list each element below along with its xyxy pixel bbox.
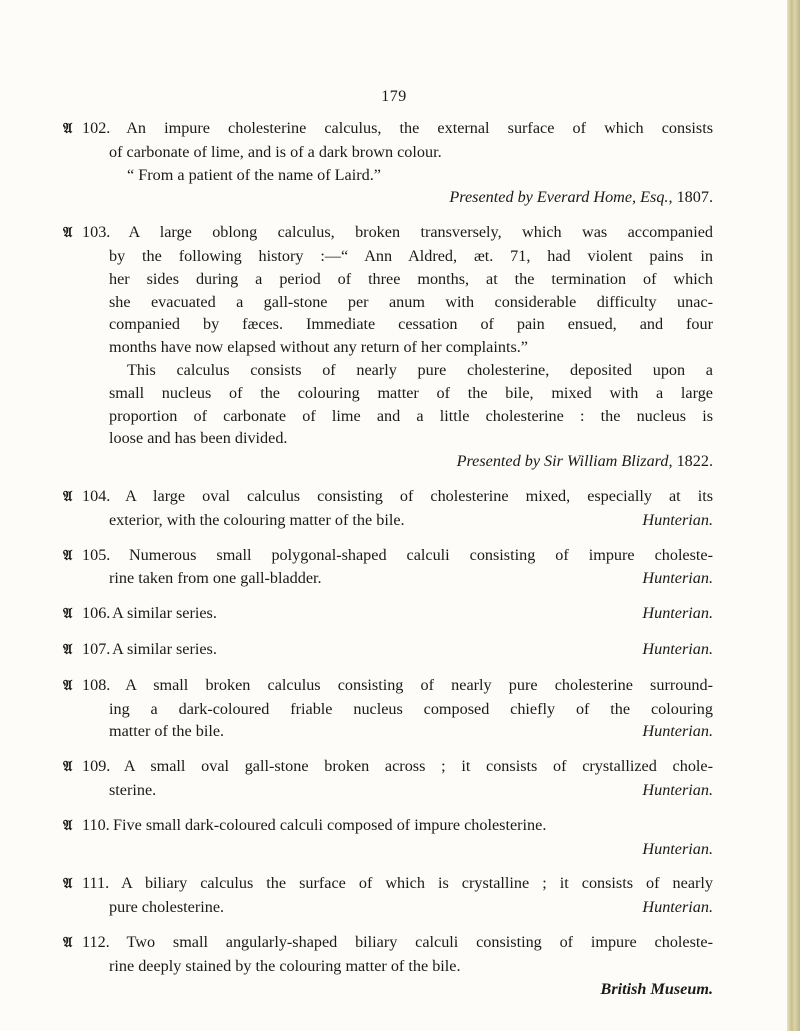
entry-line xyxy=(63,313,713,336)
entry-text: exterior, with the colouring matter of the bile. xyxy=(109,510,405,529)
entry-number: 111. xyxy=(82,874,110,893)
entry-source: Hunterian. xyxy=(642,839,713,858)
entry-number: 108. xyxy=(82,675,111,694)
entry-marker: 𝔄 xyxy=(63,677,73,694)
entry-text: Five small dark-coloured calculi composed of impure cholesterine. xyxy=(113,815,547,834)
entry-source: Hunterian. xyxy=(642,780,713,799)
entry-line xyxy=(63,698,713,721)
entry-line xyxy=(63,336,713,359)
entry-line xyxy=(63,164,713,187)
entry-text: A similar series. xyxy=(112,604,217,623)
entry-line xyxy=(63,931,713,955)
entry-text: A large oval calculus consisting of cholesterine mixed, especially at its xyxy=(125,486,713,505)
entry-marker: 𝔄 xyxy=(63,488,73,505)
entry-111 xyxy=(63,872,713,919)
entry-line xyxy=(63,291,713,314)
entry-line xyxy=(63,245,713,268)
entry-line xyxy=(63,779,713,802)
entry-source: Hunterian. xyxy=(642,569,713,588)
entry-marker: 𝔄 xyxy=(63,876,73,893)
entry-103 xyxy=(63,221,713,473)
entry-line xyxy=(63,674,713,698)
entry-text: “ From a patient of the name of Laird.” xyxy=(127,165,381,184)
entry-109 xyxy=(63,755,713,802)
entry-text: sterine. xyxy=(109,780,157,799)
entry-line xyxy=(63,382,713,405)
entry-source: Hunterian. xyxy=(642,604,713,623)
entry-number: 103. xyxy=(82,223,111,242)
entry-text: matter of the bile. xyxy=(109,722,225,741)
entry-line xyxy=(63,359,713,382)
credit-text: Presented by Sir William Blizard, xyxy=(456,452,673,471)
entry-marker: 𝔄 xyxy=(63,934,73,951)
entry-line xyxy=(63,755,713,779)
entry-source: British Museum. xyxy=(600,979,713,998)
entry-marker: 𝔄 xyxy=(63,225,73,242)
entry-marker: 𝔄 xyxy=(63,547,73,564)
entry-marker: 𝔄 xyxy=(63,817,73,834)
entry-marker: 𝔄 xyxy=(63,759,73,776)
entry-line xyxy=(63,221,713,245)
entry-line xyxy=(63,268,713,291)
entry-text: A biliary calculus the surface of which is crystalline ; it consists of nearly xyxy=(121,874,714,893)
entry-number: 110. xyxy=(82,815,110,834)
entry-text: rine deeply stained by the colouring matter of the bile. xyxy=(109,956,461,975)
entry-number: 104. xyxy=(82,486,111,505)
entry-108 xyxy=(63,674,713,743)
entry-text: A small broken calculus consisting of nearly pure cholesterine surround- xyxy=(125,675,713,694)
entry-text: Numerous small polygonal-shaped calculi consisting of impure choleste- xyxy=(128,545,713,564)
credit-year: 1807. xyxy=(676,188,713,207)
entry-marker: 𝔄 xyxy=(63,606,73,623)
entry-text: Two small angularly-shaped biliary calculi consisting of impure choleste- xyxy=(126,932,713,951)
entry-text: months have now elapsed without any return of her complaints.” xyxy=(109,338,528,357)
page-number: 179 xyxy=(381,88,407,105)
entry-line xyxy=(63,405,713,428)
entry-107 xyxy=(63,638,713,662)
entry-line xyxy=(63,602,713,626)
entry-line xyxy=(63,509,713,532)
entry-text: proportion of carbonate of lime and a little cholesterine : the nucleus is xyxy=(109,406,713,425)
entry-text: she evacuated a gall-stone per anum with considerable difficulty unac- xyxy=(109,292,713,311)
entry-line xyxy=(63,955,713,978)
entry-text: her sides during a period of three months, at the termination of which xyxy=(109,269,713,288)
entry-line xyxy=(63,567,713,590)
entry-110 xyxy=(63,814,713,861)
entry-line xyxy=(63,141,713,164)
entry-text: by the following history :—“ Ann Aldred, æt. 71, had violent pains in xyxy=(109,246,713,265)
entry-line xyxy=(63,896,713,919)
entry-line xyxy=(63,544,713,568)
entry-number: 102. xyxy=(82,119,111,137)
entry-marker: 𝔄 xyxy=(63,121,73,137)
entry-112 xyxy=(63,931,713,1000)
entry-number: 107. xyxy=(82,639,111,658)
entry-text: An impure cholesterine calculus, the external surface of which consists xyxy=(126,119,713,137)
entry-line xyxy=(63,485,713,509)
entry-line xyxy=(63,117,713,141)
credit-year: 1822. xyxy=(676,452,713,471)
entry-credit xyxy=(63,186,713,209)
entry-text: companied by fæces. Immediate cessation of pain ensued, and four xyxy=(109,315,713,334)
entry-line xyxy=(63,638,713,662)
entry-source: Hunterian. xyxy=(642,722,713,741)
entry-text: of carbonate of lime, and is of a dark brown colour. xyxy=(109,142,442,161)
entry-102 xyxy=(63,117,713,209)
entry-number: 106. xyxy=(82,604,111,623)
entry-number: 112. xyxy=(82,932,110,951)
entry-source: Hunterian. xyxy=(642,898,713,917)
entry-number: 105. xyxy=(82,545,111,564)
entry-text: This calculus consists of nearly pure cholesterine, deposited upon a xyxy=(127,360,713,379)
entry-106 xyxy=(63,602,713,626)
entry-text: A large oblong calculus, broken transversely, which was accompanied xyxy=(128,223,714,242)
entry-text: A small oval gall-stone broken across ; it consists of crystallized chole- xyxy=(123,757,713,776)
entry-line xyxy=(63,872,713,896)
catalogue-entries xyxy=(63,117,713,1012)
entry-line xyxy=(63,427,713,450)
entry-credit xyxy=(63,450,713,473)
entry-marker: 𝔄 xyxy=(63,641,73,658)
entry-text: pure cholesterine. xyxy=(109,898,225,917)
entry-text: loose and has been divided. xyxy=(109,429,288,448)
entry-line xyxy=(63,720,713,743)
entry-text: A similar series. xyxy=(112,639,217,658)
entry-line xyxy=(63,814,713,838)
page-edge xyxy=(787,0,800,1031)
credit-text: Presented by Everard Home, Esq., xyxy=(449,188,673,207)
entry-source: Hunterian. xyxy=(642,639,713,658)
entry-text: ing a dark-coloured friable nucleus composed chiefly of the colouring xyxy=(109,699,713,718)
entry-104 xyxy=(63,485,713,532)
entry-number: 109. xyxy=(82,757,111,776)
entry-source: Hunterian. xyxy=(642,510,713,529)
entry-text: rine taken from one gall-bladder. xyxy=(109,569,322,588)
entry-text: small nucleus of the colouring matter of the bile, mixed with a large xyxy=(109,383,713,402)
entry-105 xyxy=(63,544,713,591)
